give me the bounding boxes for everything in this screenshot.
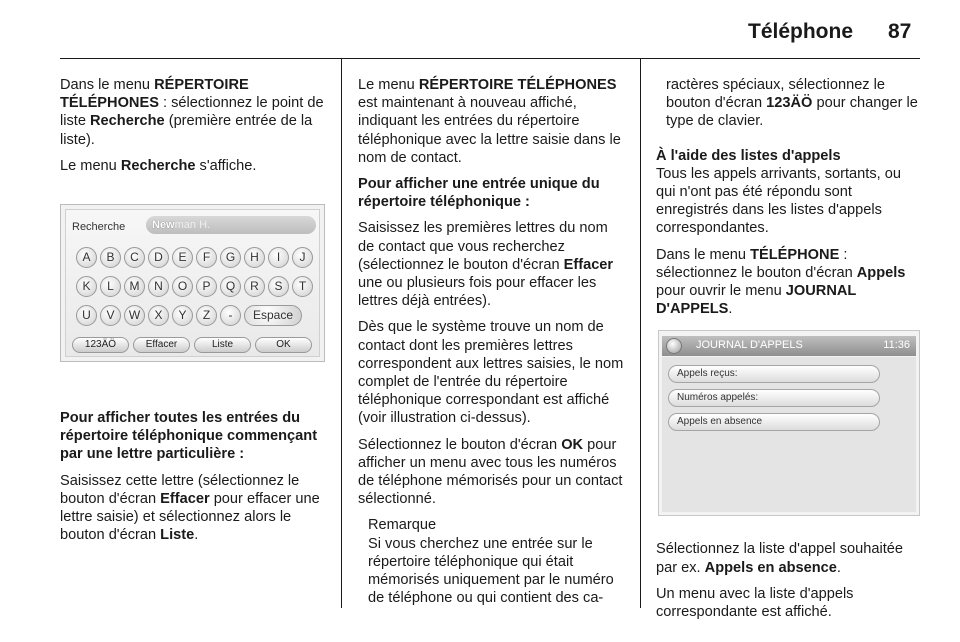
key: B (100, 247, 121, 268)
space-key: Espace (244, 305, 302, 326)
key: D (148, 247, 169, 268)
key: A (76, 247, 97, 268)
calllog-title-bar (662, 336, 916, 356)
keyboard-screenshot (60, 204, 325, 362)
key: P (196, 276, 217, 297)
clock-time: 11:36 (883, 339, 910, 351)
paragraph: ractères spéciaux, sélectionnez le bouton d'écran 123ÄÖ pour changer le type de clavier. (666, 77, 918, 130)
key: L (100, 276, 121, 297)
key: K (76, 276, 97, 297)
note-box (368, 516, 624, 607)
key: S (268, 276, 289, 297)
calllog-list (662, 357, 916, 512)
section-heading: Pour afficher une entrée unique du répertoire téléphonique : (358, 176, 600, 211)
list-button: Liste (194, 337, 251, 353)
calllog-title: JOURNAL D'APPELS (696, 339, 803, 351)
key: E (172, 247, 193, 268)
key: M (124, 276, 145, 297)
key-row-1 (76, 247, 313, 268)
key: J (292, 247, 313, 268)
key: I (268, 247, 289, 268)
key: F (196, 247, 217, 268)
keyboard-buttons (72, 337, 312, 353)
key: N (148, 276, 169, 297)
search-input: Newman H. (146, 216, 316, 234)
paragraph: Le menu RÉPERTOIRE TÉLÉPHONES est maintenant à nouveau affiché, indiquant les entrées du répertoire téléphonique avec la lettre saisie dans le nom de contact. (358, 77, 621, 166)
key: - (220, 305, 241, 326)
key: H (244, 247, 265, 268)
key-row-2 (76, 276, 313, 297)
ok-button: OK (255, 337, 312, 353)
note-title: Remarque (368, 517, 437, 534)
column-2 (358, 76, 624, 607)
page-header-title: Téléphone (748, 20, 854, 43)
key: C (124, 247, 145, 268)
paragraph: Sélectionnez le bouton d'écran OK pour afficher un menu avec tous les numéros de téléphone mémorisés pour un contact sélectionné. (358, 436, 623, 508)
paragraph: Dans le menu TÉLÉPHONE : sélectionnez le bouton d'écran Appels pour ouvrir le menu JOURNAL D'APPELS. (656, 246, 906, 318)
column-separator-2 (640, 58, 641, 608)
key: Q (220, 276, 241, 297)
calllog-item-dialed: Numéros appelés: (668, 389, 880, 407)
paragraph: Tous les appels arrivants, sortants, ou qui n'ont pas été répondu sont enregistrés dans les listes d'appels correspondantes. (656, 165, 901, 237)
calllog-screenshot (658, 330, 920, 516)
paragraph: Le menu Recherche s'affiche. (60, 157, 257, 174)
key: T (292, 276, 313, 297)
page-number: 87 (888, 20, 912, 43)
section-heading: À l'aide des listes d'appels (656, 147, 841, 164)
key: U (76, 305, 97, 326)
calllog-item-received: Appels reçus: (668, 365, 880, 383)
keyboard-mode-button: 123ÄÖ (72, 337, 129, 353)
key: O (172, 276, 193, 297)
paragraph: Un menu avec la liste d'appels correspondante est affiché. (656, 585, 854, 621)
key: Y (172, 305, 193, 326)
key: G (220, 247, 241, 268)
key: R (244, 276, 265, 297)
paragraph: Saisissez les premières lettres du nom de contact que vous recherchez (sélectionnez le bouton d'écran Effacer une ou plusieurs fois pour effacer les lettres déjà entrées). (358, 220, 614, 310)
globe-icon (666, 338, 682, 354)
key: Z (196, 305, 217, 326)
paragraph: Saisissez cette lettre (sélectionnez le bouton d'écran Effacer pour effacer une lettre saisie) et sélectionnez alors le bouton d'écran Liste. (60, 472, 320, 544)
paragraph: Dans le menu RÉPERTOIRE TÉLÉPHONES : sélectionnez le point de liste Recherche (première entrée de la liste). (60, 77, 324, 148)
key: W (124, 305, 145, 326)
note-text: Si vous cherchez une entrée sur le répertoire téléphonique qui était mémorisés uniquement par le numéro de téléphone ou qui contient des ca- (368, 535, 614, 607)
key: X (148, 305, 169, 326)
key: V (100, 305, 121, 326)
paragraph: Sélectionnez la liste d'appel souhaitée par ex. Appels en absence. (656, 541, 903, 576)
calllog-item-missed: Appels en absence (668, 413, 880, 431)
section-heading: Pour afficher toutes les entrées du répertoire téléphonique commençant par une lettre particulière : (60, 410, 318, 463)
search-label: Recherche (72, 221, 126, 233)
delete-button: Effacer (133, 337, 190, 353)
key-row-3 (76, 305, 302, 326)
paragraph: Dès que le système trouve un nom de contact dont les premières lettres correspondent aux lettres saisies, le nom complet de l'entrée du répertoire téléphonique correspondant est affiché (voir illustration ci-dessus). (358, 319, 624, 427)
column-separator-1 (341, 58, 342, 608)
header-rule (60, 58, 920, 59)
